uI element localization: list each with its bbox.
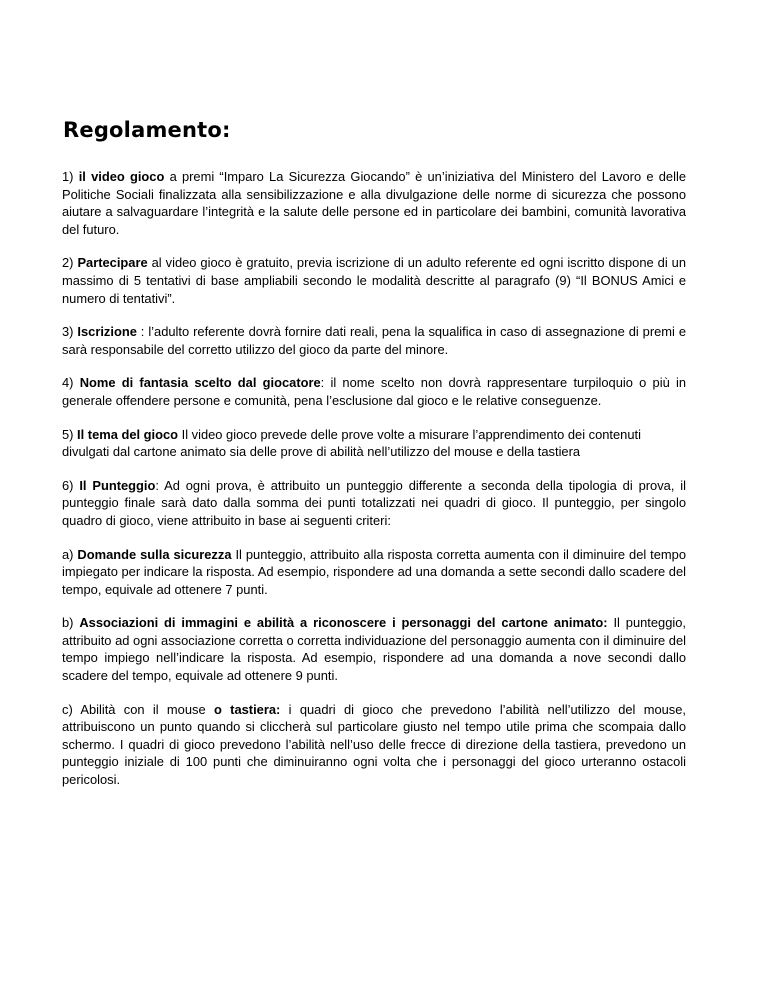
page-title: Regolamento:: [63, 118, 231, 142]
paragraph-5: [62, 426, 686, 461]
paragraph-lead: Il Punteggio: [79, 477, 156, 493]
paragraph-a: [62, 546, 686, 599]
paragraph-lead: il video gioco: [78, 169, 165, 184]
paragraph-number: b): [62, 615, 80, 631]
paragraph-6: [62, 477, 686, 530]
paragraph-2: [62, 254, 686, 307]
paragraph-number: a): [62, 546, 78, 562]
paragraph-text: Il punteggio, attribuito alla risposta corretta aumenta con il diminuire del tempo impiegato per indicare la risposta. Ad esempio, rispondere ad una domanda a sette secondi dallo scadere del tempo, equivale ad ottenere 7 punti.: [62, 546, 687, 597]
paragraph-text: i quadri di gioco che prevedono l’abilità nell’utilizzo del mouse, attribuiscono un punto quando si cliccherà sul particolare giusto nel tempo utile prima che scompaia dallo schermo. I quadri di gioco prevedono l’abilità nell’uso delle frecce di direzione della tastiera, prevedono un punteggio iniziale di 100 punti che diminuiranno ogni volta che i personaggi del gioco urteranno ostacoli pericolosi.: [62, 701, 686, 788]
paragraph-text: Il punteggio, attribuito ad ogni associazione corretta o corretta individuazione del personaggio aumenta con il diminuire del tempo impiego nell’indicare la risposta. Ad esempio, rispondere ad una domanda a nove secondi dallo scadere del tempo, equivale ad ottenere 9 punti.: [62, 615, 687, 684]
paragraph-number: 3): [62, 324, 78, 340]
paragraph-text: al video gioco è gratuito, previa iscrizione di un adulto referente ed ogni iscritto dispone di un massimo di 5 tentativi di base ampliabili secondo le modalità descritte al paragrafo (9) “Il BONUS Amici e numero di tentativi”.: [62, 255, 686, 306]
paragraph-number: 2): [62, 255, 78, 271]
paragraph-c: [62, 701, 686, 789]
paragraph-lead: Il tema del gioco: [77, 426, 179, 442]
paragraph-text: : il nome scelto non dovrà rappresentare turpiloquio o più in generale offendere persone e comunità, pena l’esclusione dal gioco e le relative conseguenze.: [62, 375, 686, 408]
paragraph-lead: Associazioni di immagini e abilità a riconoscere i personaggi del cartone animato:: [79, 615, 608, 631]
paragraph-number: c) Abilità con il mouse: [62, 701, 214, 717]
paragraph-lead: Iscrizione: [77, 324, 137, 340]
regulation-body: [62, 168, 686, 805]
paragraph-lead: o tastiera:: [213, 701, 281, 717]
paragraph-b: [62, 614, 686, 684]
paragraph-number: 5): [62, 426, 78, 442]
paragraph-lead: Nome di fantasia scelto dal giocatore: [79, 375, 321, 391]
paragraph-4: [62, 374, 686, 409]
paragraph-1: [62, 168, 686, 238]
paragraph-number: 1): [62, 169, 79, 184]
paragraph-text: : Ad ogni prova, è attribuito un punteggio differente a seconda della tipologia di prova, il punteggio finale sarà dato dalla somma dei punti totalizzati nei quadri di gioco. Il punteggio, per singolo quadro di gioco, viene attribuito in base ai seguenti criteri:: [62, 477, 686, 528]
paragraph-3: [62, 323, 686, 358]
paragraph-text: Il video gioco prevede delle prove volte a misurare l’apprendimento dei contenuti divulgati dal cartone animato sia delle prove di abilità nell’utilizzo del mouse e della tastiera: [62, 426, 641, 460]
paragraph-lead: Domande sulla sicurezza: [77, 546, 232, 562]
paragraph-number: 4): [62, 375, 80, 391]
paragraph-text: : l’adulto referente dovrà fornire dati reali, pena la squalifica in caso di assegnazione di premi e sarà responsabile del corretto utilizzo del gioco da parte del minore.: [62, 324, 687, 357]
paragraph-lead: Partecipare: [77, 255, 148, 271]
paragraph-text: a premi “Imparo La Sicurezza Giocando” è un’iniziativa del Ministero del Lavoro e delle Politiche Sociali finalizzata alla sensibilizzazione e alla divulgazione delle norme di sicurezza che possono aiutare a salvaguardare l’integrità e la salute delle persone ed in particolare dei bambini, comunità lavorativa del futuro.: [62, 169, 686, 237]
paragraph-number: 6): [62, 477, 80, 493]
